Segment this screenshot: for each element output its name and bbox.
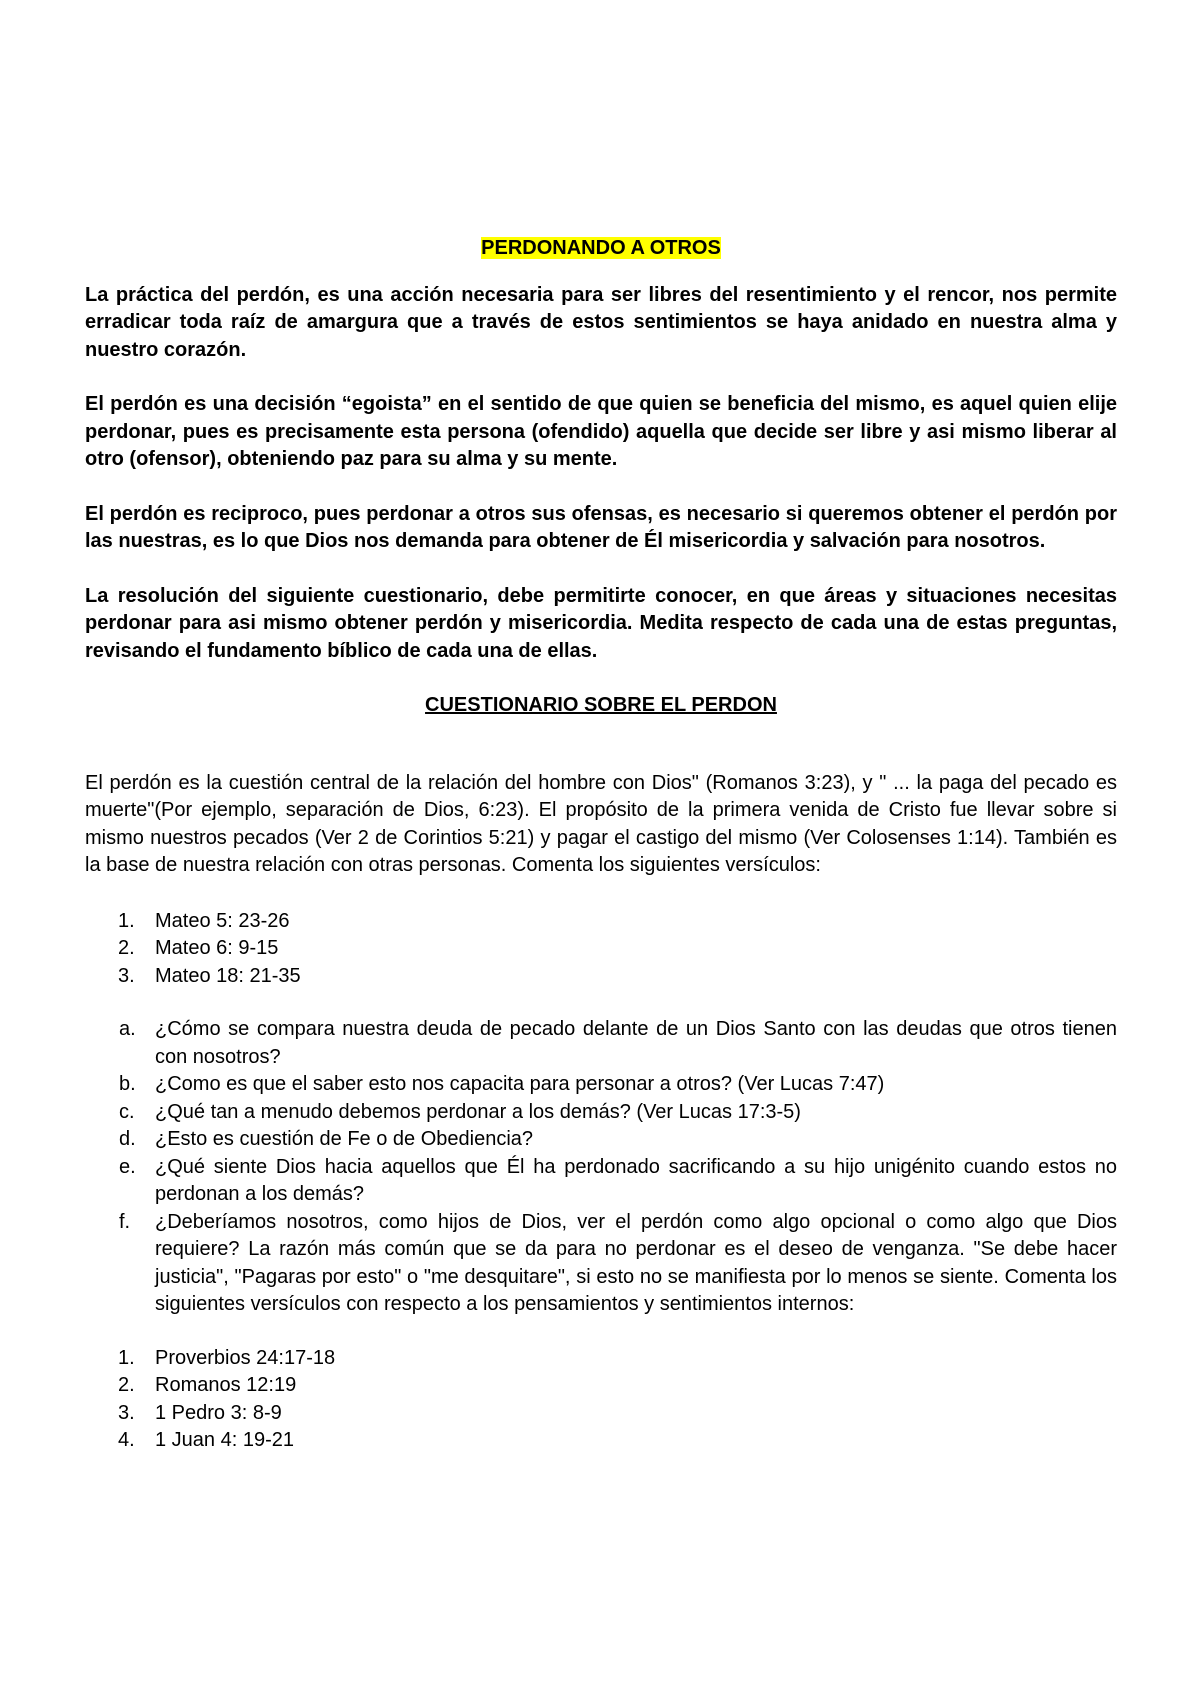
question-text: ¿Deberíamos nosotros, como hijos de Dios, ver el perdón como algo opcional o como algo que Dios requiere? La razón más común que se da para no perdonar es el deseo de venganza. "Se debe hacer justicia", "Pagaras por esto" o "me desquitare", si esto no se manifiesta por lo menos se siente. Comenta los siguientes versículos con respecto a los pensamientos y sentimientos internos: <box>155 1210 1117 1315</box>
question-item <box>85 1126 1117 1154</box>
list-marker: 4. <box>118 1429 135 1451</box>
list-item <box>85 1372 1117 1400</box>
list-marker: a. <box>119 1018 136 1040</box>
verse-list-1 <box>85 908 1117 991</box>
list-item <box>85 1345 1117 1373</box>
intro-paragraph-1: La práctica del perdón, es una acción necesaria para ser libres del resentimiento y el rencor, nos permite erradicar toda raíz de amargura que a través de estos sentimientos se haya anidado en nuestra alma y nuestro corazón. <box>85 283 1117 361</box>
list-item <box>85 908 1117 936</box>
verse-list-2 <box>85 1345 1117 1455</box>
list-marker: e. <box>119 1155 136 1178</box>
question-text: ¿Cómo se compara nuestra deuda de pecado delante de un Dios Santo con las deudas que otros tienen con nosotros? <box>155 1018 1117 1068</box>
list-item-text: 1 Pedro 3: 8-9 <box>155 1401 282 1424</box>
question-text: ¿Esto es cuestión de Fe o de Obediencia? <box>155 1128 534 1150</box>
document-title <box>85 235 1117 263</box>
list-item-text: Proverbios 24:17-18 <box>155 1346 336 1369</box>
list-item-text: Romanos 12:19 <box>155 1374 297 1396</box>
list-marker: 1. <box>118 909 135 932</box>
list-item <box>85 963 1117 991</box>
intro-paragraph-3: El perdón es reciproco, pues perdonar a otros sus ofensas, es necesario si queremos obtener el perdón por las nuestras, es lo que Dios nos demanda para obtener de Él misericordia y salvación para nosotros. <box>85 502 1117 552</box>
list-item-text: Mateo 18: 21-35 <box>155 964 301 987</box>
document-content <box>85 235 1117 1481</box>
list-marker: 1. <box>118 1346 135 1369</box>
questionnaire-title: CUESTIONARIO SOBRE EL PERDON <box>425 694 777 716</box>
question-item <box>85 1016 1117 1071</box>
list-item-text: Mateo 5: 23-26 <box>155 909 290 932</box>
question-text: ¿Qué tan a menudo debemos perdonar a los demás? (Ver Lucas 17:3-5) <box>155 1100 801 1123</box>
question-item <box>85 1099 1117 1127</box>
question-item <box>85 1209 1117 1319</box>
question-list <box>85 1016 1117 1319</box>
question-text: ¿Como es que el saber esto nos capacita para personar a otros? (Ver Lucas 7:47) <box>155 1073 885 1095</box>
question-item <box>85 1071 1117 1099</box>
list-item-text: 1 Juan 4: 19-21 <box>155 1429 294 1451</box>
question-item <box>85 1154 1117 1209</box>
list-item <box>85 1427 1117 1455</box>
question-text: ¿Qué siente Dios hacia aquellos que Él ha perdonado sacrificando a su hijo unigénito cuando estos no perdonan a los demás? <box>155 1155 1117 1205</box>
list-item <box>85 935 1117 963</box>
list-marker: 3. <box>118 964 135 987</box>
intro-paragraph-2: El perdón es una decisión “egoista” en el sentido de que quien se beneficia del mismo, es aquel quien elije perdonar, pues es precisamente esta persona (ofendido) aquella que decide ser libre y asi mismo liberar al otro (ofensor), obteniendo paz para su alma y su mente. <box>85 393 1117 470</box>
list-marker: f. <box>119 1210 131 1233</box>
highlighted-title-text: PERDONANDO A OTROS <box>481 237 721 259</box>
list-marker: b. <box>119 1073 136 1095</box>
list-marker: c. <box>119 1100 135 1123</box>
list-marker: 2. <box>118 937 135 959</box>
list-marker: 3. <box>118 1401 135 1424</box>
body-paragraph: El perdón es la cuestión central de la relación del hombre con Dios" (Romanos 3:23), y " ... la paga del pecado es muerte"(Por ejemplo, separación de Dios, 6:23). El propósito de la primera venida de Cristo fue llevar sobre si mismo nuestros pecados (Ver 2 de Corintios 5:21) y pagar el castigo del mismo (Ver Colosenses 1:14). También es la base de nuestra relación con otras personas. Comenta los siguientes versículos: <box>85 771 1117 876</box>
intro-paragraph-4: La resolución del siguiente cuestionario, debe permitirte conocer, en que áreas y situaciones necesitas perdonar para asi mismo obtener perdón y misericordia. Medita respecto de cada una de estas preguntas, revisando el fundamento bíblico de cada una de ellas. <box>85 584 1117 662</box>
list-item-text: Mateo 6: 9-15 <box>155 937 279 959</box>
list-item <box>85 1400 1117 1428</box>
list-marker: 2. <box>118 1374 135 1396</box>
list-marker: d. <box>119 1128 136 1150</box>
